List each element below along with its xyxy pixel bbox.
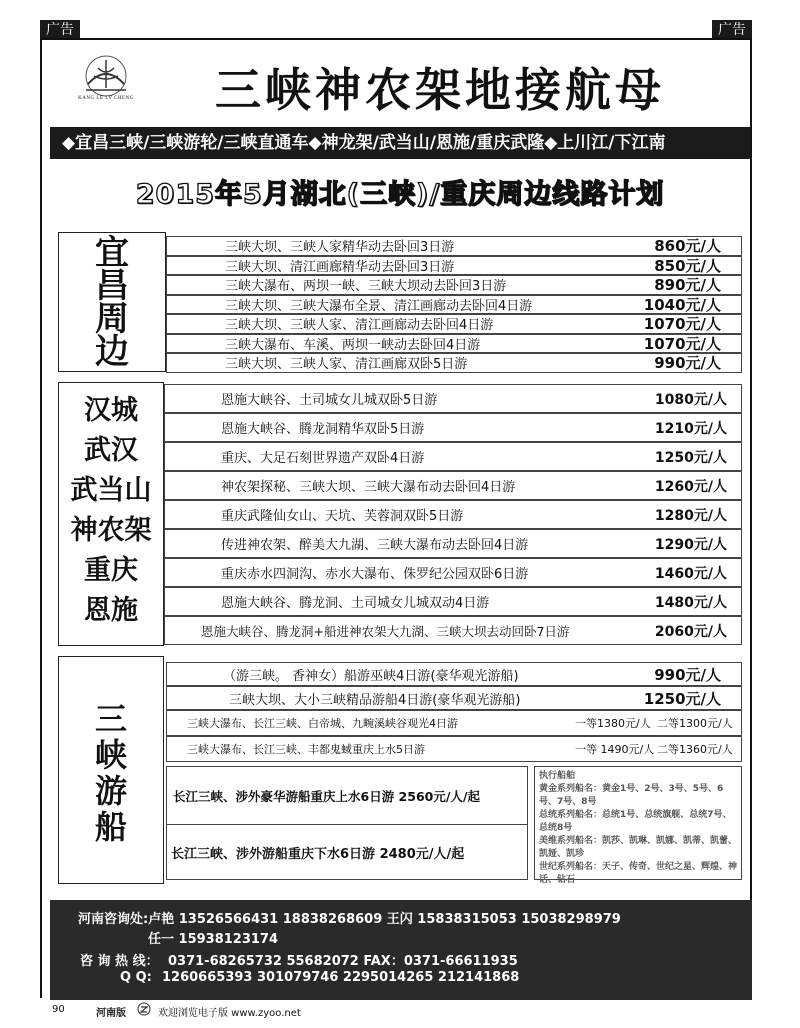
right-rule [750,38,752,998]
route-price: 1210元/人 [654,420,727,437]
plan-title: 2015年5月湖北(三峡)/重庆周边线路计划 [135,179,665,210]
cruise-routes [166,662,742,762]
route-price: 1460元/人 [654,565,727,582]
route-name: 三峡大瀑布、车溪、两坝一峡动去卧回4日游 [225,337,481,353]
route-name: 三峡大坝、三峡人家、清江画廊动去卧回4日游 [225,318,494,334]
route-name: 三峡大坝、三峡人家、清江画廊双卧5日游 [225,357,468,373]
yichang-label-box [58,232,166,372]
route-row [166,736,742,762]
route-name: 重庆武隆仙女山、天坑、芙蓉洞双卧5日游 [221,509,464,524]
route-name: 重庆赤水四洞沟、赤水大瀑布、侏罗纪公园双卧6日游 [221,567,529,582]
hubei-label: 汉城 武汉 武当山 神农架 重庆 恩施 [70,395,152,626]
left-rule [40,38,42,998]
second-class-price: 二等1360元/人 [657,743,733,756]
route-price: 1080元/人 [654,391,727,408]
contact-line: 任一 15938123174 [148,932,279,947]
route-name: 三峡大瀑布、长江三峡、白帝城、九畹溪峡谷观光4日游 [187,717,458,730]
route-row [164,384,742,413]
route-price: 1260元/人 [654,478,727,495]
route-price: 1070元/人 [643,315,721,334]
route-row [166,275,742,295]
route-name: 恩施大峡谷、腾龙洞、土司城女儿城双动4日游 [221,596,490,611]
qq-label: Q Q: [120,970,152,985]
route-name: 恩施大峡谷、腾龙洞精华双卧5日游 [221,422,425,437]
route-row [166,353,742,373]
route-price: 1480元/人 [654,594,727,611]
yichang-label: 宜 昌 周 边 [95,233,129,372]
route-row [164,558,742,587]
hotline-label: 咨 询 热 线： [80,954,159,969]
route-price: 1250元/人 [654,449,727,466]
hubei-label-box [58,382,164,646]
route-name: 三峡大坝、三峡大瀑布全景、清江画廊动去卧回4日游 [225,298,533,314]
hotline-numbers: 0371-68265732 55682072 FAX：0371-66611935 [168,954,518,969]
long-cruise-row: 长江三峡、涉外豪华游船重庆上水6日游 2560元/人/起 [167,767,527,825]
route-name: 三峡大坝、三峡人家精华动去卧回3日游 [225,240,455,256]
cruise-label-box [58,656,164,884]
route-price: 2060元/人 [654,623,727,640]
hubei-routes [164,384,742,645]
route-row [166,334,742,354]
route-row [166,710,742,736]
route-price: 1250元/人 [643,689,721,708]
route-name: （游三峡。 香神女）船游巫峡4日游(豪华观光游船) [223,668,519,684]
route-price: 890元/人 [654,276,721,295]
zyoo-logo-icon [137,1002,151,1016]
top-rule [40,38,752,40]
route-name: 三峡大坝、清江画廊精华动去卧回3日游 [225,259,455,275]
route-row [164,616,742,645]
page-title: 三峡神农架地接航母 [215,63,665,117]
route-name: 三峡大瀑布、长江三峡、丰都鬼蜮重庆上水5日游 [187,743,425,756]
qq-numbers: 1260665393 301079746 2295014265 212141868 [162,970,520,985]
route-row [166,314,742,334]
route-name: 重庆、大足石刻世界遗产双卧4日游 [221,451,425,466]
yichang-routes [166,236,742,373]
route-row [164,529,742,558]
route-price: 1070元/人 [643,334,721,353]
long-cruise-box [166,766,528,880]
route-name: 三峡大瀑布、两坝一峡、三峡大坝动去卧回3日游 [225,279,507,295]
route-price: 1040元/人 [643,295,721,314]
ad-tag-left: 广告 [40,20,80,40]
route-row [164,413,742,442]
route-price: 990元/人 [654,665,721,684]
route-name: 三峡大坝、大小三峡精品游船4日游(豪华观光游船) [229,692,521,708]
first-class-price: 一等 1490元/人 [575,743,655,756]
route-row [166,662,742,686]
route-row [166,256,742,276]
route-row [164,587,742,616]
long-cruise-row: 长江三峡、涉外游船重庆下水6日游 2480元/人/起 [171,847,465,862]
logo-text: KANG LE LV CHENG [78,96,134,101]
route-price: 1290元/人 [654,536,727,553]
route-name: 神农架探秘、三峡大坝、三峡大瀑布动去卧回4日游 [221,480,516,495]
contact-line: 河南咨询处:卢艳 13526566431 18838268609 王闪 15838315053 15038298979 [78,912,621,927]
route-row [166,236,742,256]
route-price: 990元/人 [654,354,721,373]
route-row [166,295,742,315]
route-name: 恩施大峡谷、土司城女儿城双卧5日游 [221,393,438,408]
page-number: 90 [52,1004,65,1015]
route-row [164,500,742,529]
route-name: 恩施大峡谷、腾龙洞+船进神农架大九湖、三峡大坝去动回卧7日游 [201,623,570,639]
edition-label: 河南版 [96,1008,126,1019]
slogan: 欢迎浏览电子版 www.zyoo.net [158,1008,301,1019]
ship-list: 执行船舶 黄金系列船名：黄金1号、2号、3号、5号、6号、7号、8号 总统系列船名：总统1号、总统旗舰、总统7号、总统8号 美维系列船名：凯莎、凯琳、凯娜、凯蒂、凯蕾、凯娅、凯珍 世纪系列船名：天子、传奇、世纪之星、辉煌、神话、钻石 [534,766,742,880]
cruise-label: 三 峡 游 船 [94,700,127,846]
contact-footer [50,900,752,1000]
route-row [164,471,742,500]
route-row [166,686,742,710]
route-price: 860元/人 [654,237,721,256]
first-class-price: 一等1380元/人 [575,717,651,730]
route-price: 1280元/人 [654,507,727,524]
route-name: 传进神农架、醉美大九湖、三峡大瀑布动去卧回4日游 [221,538,529,553]
ad-tag-right: 广告 [712,20,752,40]
route-row [164,442,742,471]
route-price: 850元/人 [654,256,721,275]
second-class-price: 二等1300元/人 [657,717,733,730]
destination-bar: ◆宜昌三峡/三峡游轮/三峡直通车◆神龙架/武当山/恩施/重庆武隆◆上川江/下江南 [50,127,750,159]
